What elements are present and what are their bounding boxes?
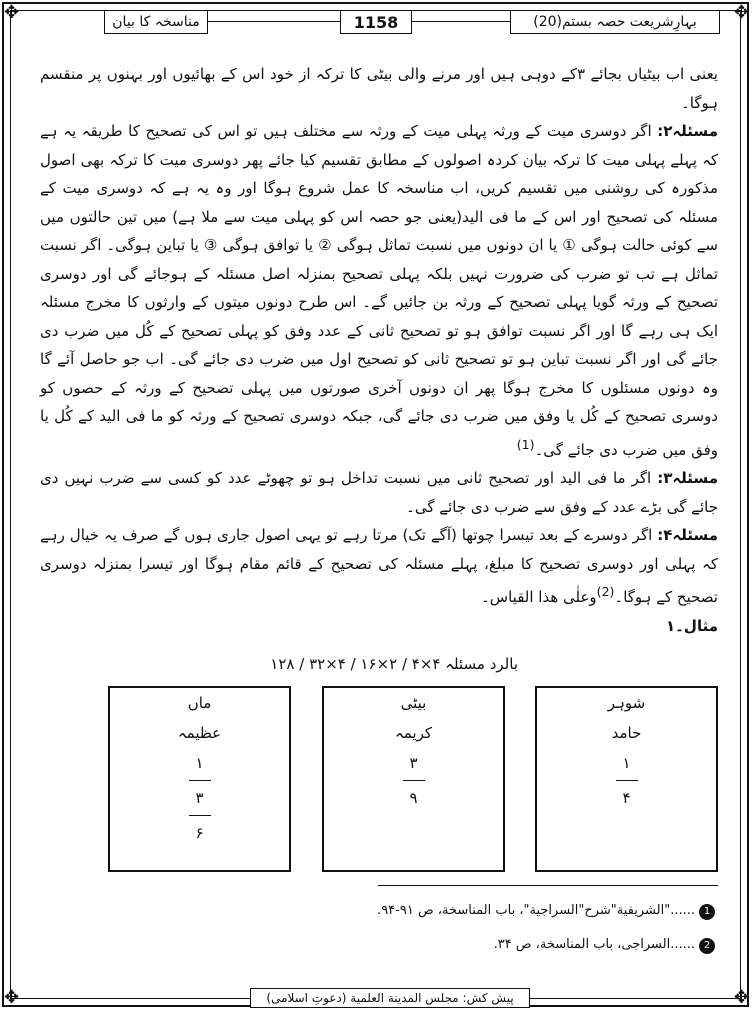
page-footer: پیش کش: مجلس المدینة العلمیة (دعوتِ اسلامی) bbox=[250, 988, 530, 1008]
footnote-text: ......"الشریفیة"شرح"السراجیة"، باب المناسخة، ص ۹۱-۹۴. bbox=[377, 903, 695, 918]
chapter-title: مناسخہ کا بیان bbox=[104, 10, 208, 34]
paragraph-text: اگر دوسری میت کے ورثہ پہلی میت کے ورثہ سے مختلف ہیں تو اس کی تصحیح کا طریقہ یہ ہے کہ پہلے پہلی میت کا ترکہ بیان کردہ اصولوں کے مطابق تقسیم کیا جائے پھر دوسری میت کا ترکہ بھی اصول مذکورہ کی روشنی میں تقسیم کریں، اب مناسخہ کا عمل شروع ہوگا اور وہ یہ ہے کہ دوسری میت کے مسئلہ کی تصحیح اور اس کے ما فی الید(یعنی جو حصہ اس کو پہلی میت سے ملا ہے) میں تین حالتوں میں سے کوئی حالت ہوگی ① یا ان دونوں میں نسبت تماثل ہوگی ② یا توافق ہوگی ③ یا تباین ہوگی۔ اگر نسبت تماثل ہے تب تو ضرب کی ضرورت نہیں بلکہ پہلی تصحیح بمنزلہ اصل مسئلہ کے ہوجائے گی اور دوسری تصحیح کے ورثہ گویا پہلی تصحیح کے ورثہ بن جائیں گے۔ اس طرح دونوں میتوں کے وارثوں کا مخرج مسئلہ ایک ہی رہے گا اور اگر نسبت توافق ہو تو تصحیح ثانی کے عدد وفق کو پہلی تصحیح کے کُل میں ضرب دی جائے گی اور اگر نسبت تباین ہو تو تصحیح ثانی کو تصحیح اول میں ضرب دی جائے گی۔ اب جو حاصل آئے گا وہ دونوں مسئلوں کا مخرج ہوگا پھر ان دونوں آخری صورتوں میں پہلی تصحیح کے ورثہ کے حصوں کو دوسری تصحیح کے کُل یا وفق میں ضرب دی جائے گی، جبکہ دوسری تصحیح کے ورثہ کو ما فی الید کے کُل یا وفق میں ضرب دی جائے گی۔ bbox=[40, 122, 718, 459]
heir-box bbox=[535, 686, 718, 872]
page-header bbox=[0, 4, 753, 34]
paragraph bbox=[40, 60, 718, 117]
paragraph-text: یعنی اب بیٹیاں بجائے ۳کے دوہی ہیں اور مرنے والی بیٹی کا ترکہ از خود اس کے بھائیوں اور بہنوں پر منقسم ہوگا۔ bbox=[40, 65, 718, 112]
footnote-divider bbox=[378, 885, 718, 886]
paragraph bbox=[40, 521, 718, 612]
heir-relation: بیٹی bbox=[400, 694, 427, 712]
masala-formula: بالرد مسئلہ ۴×۴ / ۲×۱۶ / ۴×۳۲ / ۱۲۸ bbox=[270, 655, 518, 673]
heir-box bbox=[108, 686, 291, 872]
footnote-ref: (2) bbox=[596, 584, 615, 599]
share-numerator: ۱ bbox=[195, 754, 204, 772]
heir-share bbox=[616, 748, 638, 813]
book-title: بہارِشریعت حصہ بستم(20) bbox=[510, 10, 720, 34]
paragraph bbox=[40, 464, 718, 521]
heir-relation: شوہر bbox=[607, 694, 646, 712]
heir-name: حامد bbox=[611, 724, 642, 742]
corner-ornament-icon: ✥ bbox=[733, 987, 749, 1008]
share-extra: ۶ bbox=[195, 824, 204, 842]
heir-box bbox=[322, 686, 505, 872]
share-denominator: ۳ bbox=[195, 789, 204, 807]
paragraph-text: اگر دوسرے کے بعد تیسرا چوتھا (آگے تک) مرتا رہے تو یہی اصول جاری ہوں گے صرف یہ خیال رہے کہ پہلی اور دوسری تصحیح کا مبلغ، پہلے مسئلہ کی تصحیح کے قائم مقام ہوگا اور تیسرا بمنزلہ دوسری تصحیح کے ہوگا۔ bbox=[40, 526, 718, 606]
masala-label: مسئلہ۳: bbox=[657, 469, 718, 487]
masala-label: مسئلہ۲: bbox=[657, 122, 718, 140]
header-divider bbox=[208, 21, 340, 22]
masala-label: مسئلہ۴: bbox=[657, 526, 718, 544]
heir-share bbox=[403, 748, 425, 813]
footnote-ref: (1) bbox=[516, 436, 535, 452]
paragraph-tail: وعلٰی ھذا القیاس۔ bbox=[481, 588, 597, 606]
footnote-number: 1 bbox=[699, 904, 715, 920]
footnote-text: ......السراجی، باب المناسخة، ص ۳۴. bbox=[493, 937, 695, 952]
share-denominator: ۴ bbox=[622, 789, 631, 807]
corner-ornament-icon: ✥ bbox=[733, 2, 749, 23]
body-text bbox=[40, 60, 718, 640]
footnote bbox=[494, 937, 715, 954]
corner-ornament-icon: ✥ bbox=[4, 987, 20, 1008]
share-numerator: ۳ bbox=[409, 754, 418, 772]
heir-relation: ماں bbox=[187, 694, 212, 712]
share-numerator: ۱ bbox=[622, 754, 631, 772]
footnote bbox=[377, 903, 715, 920]
page-number: 1158 bbox=[340, 10, 412, 34]
header-divider bbox=[412, 21, 510, 22]
paragraph-text: اگر ما فی الید اور تصحیح ثانی میں نسبت تداخل ہو تو چھوٹے عدد کو کسی سے ضرب نہیں دی جائے گی بڑے عدد کے وفق سے ضرب دی جائے گی۔ bbox=[40, 469, 718, 516]
example-heading: مثال۔۱ bbox=[665, 616, 718, 635]
heir-name: عظیمہ bbox=[177, 724, 222, 742]
heir-name: کریمہ bbox=[394, 724, 433, 742]
heir-share bbox=[189, 748, 211, 848]
paragraph bbox=[40, 117, 718, 464]
footnote-number: 2 bbox=[699, 938, 715, 954]
share-denominator: ۹ bbox=[409, 789, 418, 807]
corner-ornament-icon: ✥ bbox=[4, 2, 20, 23]
